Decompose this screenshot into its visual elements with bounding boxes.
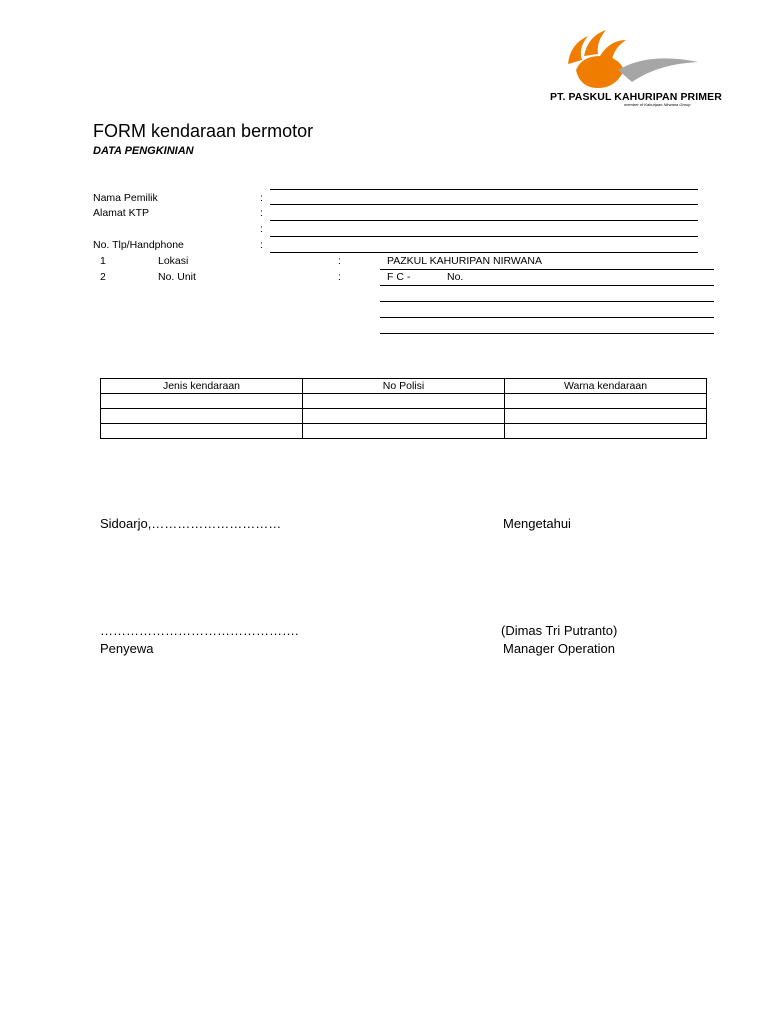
table-row — [101, 409, 707, 424]
ktp-address-2-input-line[interactable] — [270, 236, 698, 237]
tenant-signature-line: ………………………………………. — [100, 623, 299, 638]
column-header-vehicle-type: Jenis kendaraan — [101, 379, 303, 394]
manager-name: (Dimas Tri Putranto) — [501, 623, 618, 638]
field-colon: : — [260, 207, 263, 219]
logo-sun-icon — [568, 30, 698, 88]
manager-role: Manager Operation — [503, 641, 616, 656]
table-cell[interactable] — [505, 424, 707, 439]
field-colon: : — [260, 239, 263, 251]
item-colon: : — [338, 271, 341, 283]
ktp-address-input-line[interactable] — [270, 220, 698, 221]
tenant-role: Penyewa — [100, 641, 154, 656]
unit-input-line[interactable] — [380, 285, 714, 286]
unit-input-line-3[interactable] — [380, 317, 714, 318]
location-input-line[interactable] — [380, 269, 714, 270]
owner-name-input-line[interactable] — [270, 204, 698, 205]
field-label-phone: No. Tlp/Handphone — [93, 239, 184, 251]
table-cell[interactable] — [101, 409, 303, 424]
table-cell[interactable] — [303, 394, 505, 409]
table-cell[interactable] — [303, 409, 505, 424]
item-label-location: Lokasi — [158, 255, 189, 267]
field-label-owner-name: Nama Pemilik — [93, 192, 158, 204]
item-number: 2 — [100, 271, 106, 283]
company-name: PT. PASKUL KAHURIPAN PRIMER — [550, 91, 722, 103]
unit-input-line-2[interactable] — [380, 301, 714, 302]
table-cell[interactable] — [101, 394, 303, 409]
acknowledge-label: Mengetahui — [503, 516, 571, 531]
unit-input-line-4[interactable] — [380, 333, 714, 334]
table-cell[interactable] — [505, 394, 707, 409]
field-colon: : — [260, 223, 263, 235]
phone-input-line[interactable] — [270, 252, 698, 253]
item-colon: : — [338, 255, 341, 267]
field-label-ktp-address: Alamat KTP — [93, 207, 150, 219]
form-title: FORM kendaraan bermotor — [93, 121, 314, 141]
location-value: PAZKUL KAHURIPAN NIRWANA — [387, 255, 542, 267]
column-header-vehicle-color: Warna kendaraan — [505, 379, 707, 394]
column-header-plate-number: No Polisi — [303, 379, 505, 394]
table-cell[interactable] — [303, 424, 505, 439]
table-row — [101, 424, 707, 439]
table-cell[interactable] — [505, 409, 707, 424]
unit-number-label: No. — [447, 271, 464, 283]
field-colon: : — [260, 192, 263, 204]
item-number: 1 — [100, 255, 106, 267]
place-date: Sidoarjo,………………………… — [100, 516, 282, 531]
table-cell[interactable] — [101, 424, 303, 439]
item-label-unit-number: No. Unit — [158, 271, 196, 283]
field-line — [270, 189, 698, 190]
table-row — [101, 394, 707, 409]
unit-prefix-value: F C - — [387, 271, 411, 283]
vehicle-table — [100, 378, 707, 439]
form-subtitle: DATA PENGKINIAN — [93, 145, 194, 157]
table-header-row — [101, 379, 707, 394]
company-tagline: member of Kahuripan Nirwana Group — [624, 102, 691, 107]
